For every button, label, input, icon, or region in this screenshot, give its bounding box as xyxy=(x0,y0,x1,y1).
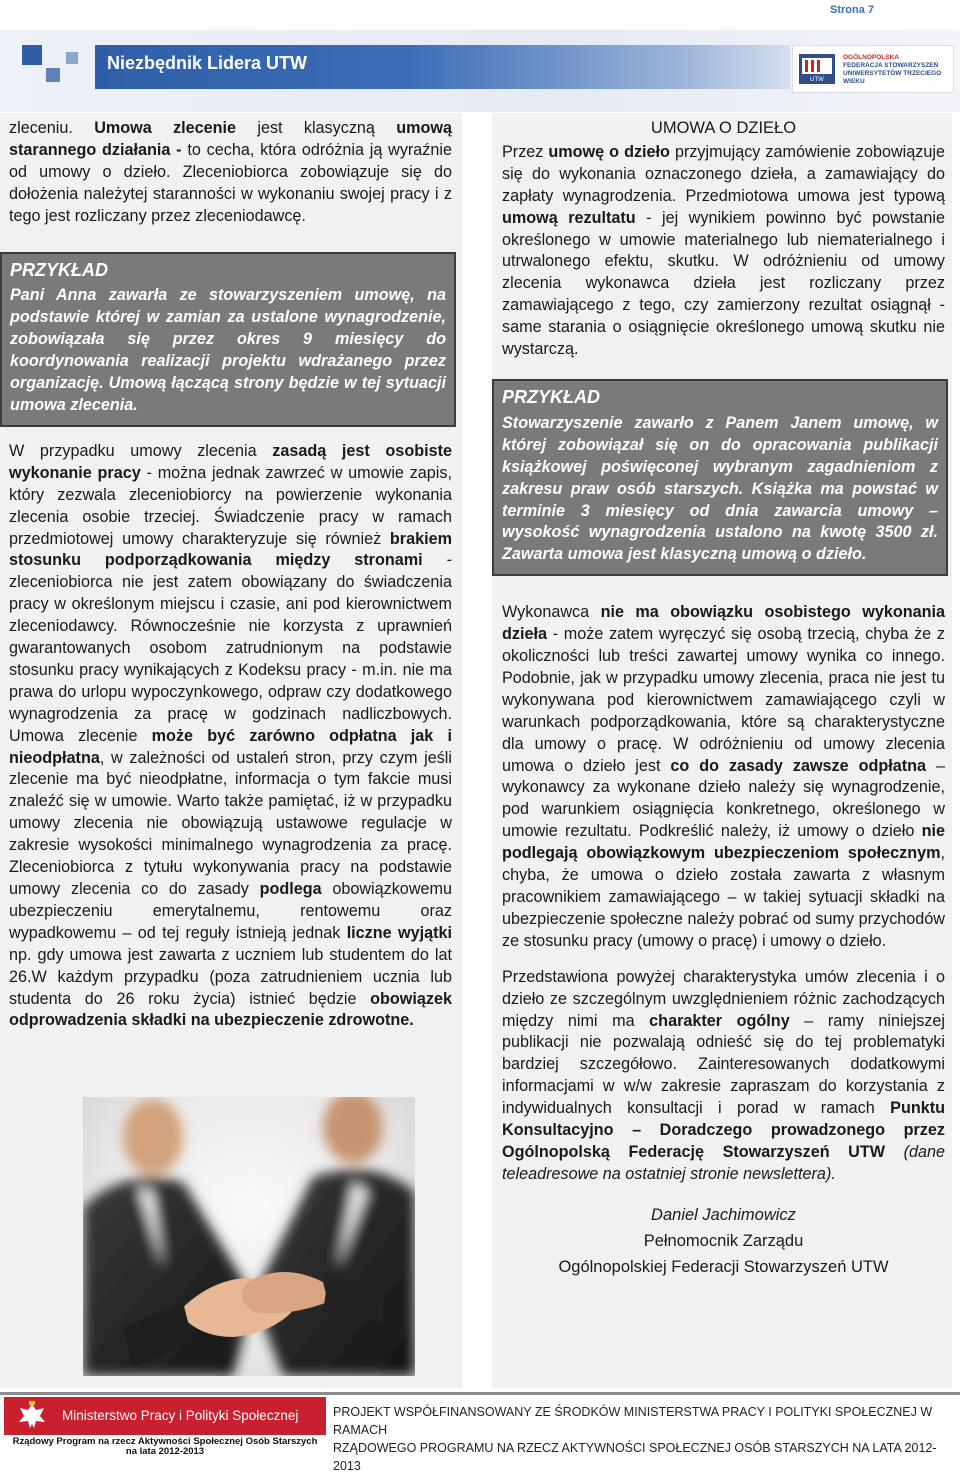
signature xyxy=(502,1202,945,1280)
logo-line-3: UNIWERSYTETÓW TRZECIEGO WIEKU xyxy=(843,70,942,85)
example-title: PRZYKŁAD xyxy=(10,259,108,280)
example-box-zlecenie xyxy=(0,252,456,427)
federation-logo xyxy=(792,45,954,93)
signature-role: Pełnomocnik Zarządu xyxy=(643,1231,804,1250)
right-paragraph-1: Przez umowę o dzieło przyjmujący zamówienie zobowiązuje się do wykonania oznaczonego dzieła, a zamawiający do zapłaty wynagrodzenia. Przedmiotowa umowa jest typową umową rezultatu - jej wynikiem powinno być powstanie określonego w umowie materialnego lub niematerialnego i utrwalonego efektu, skutku. W odróżnieniu od umowy zlecenia wykonawca dzieła jest rozliczany przez zamawiającego z tego, czy zamierzony rezultat osiągnął - same starania o osiągnięcie określonego umową skutku nie wystarczą. xyxy=(502,142,945,359)
svg-text:UTW: UTW xyxy=(810,77,824,83)
eagle-emblem-icon xyxy=(12,1400,52,1432)
left-column xyxy=(9,118,452,1032)
project-cofinancing-note: PROJEKT WSPÓŁFINANSOWANY ZE ŚRODKÓW MINISTERSTWA PRACY I POLITYKI SPOŁECZNEJ W RAMACH RZĄDOWEGO PROGRAMU NA RZECZ AKTYWNOŚCI SPOŁECZNEJ OSÓB STARSZYCH NA LATA 2012-2013 xyxy=(333,1405,937,1473)
newsletter-title: Niezbędnik Lidera UTW xyxy=(107,53,308,73)
header-banner xyxy=(0,30,960,112)
handshake-photo xyxy=(83,1097,415,1376)
page-number: Strona 7 xyxy=(829,4,874,16)
example-box-dzielo xyxy=(492,379,948,576)
ministry-name: Ministerstwo Pracy i Polityki Społecznej xyxy=(62,1408,299,1423)
right-column xyxy=(502,118,945,1280)
signature-organization: Ogólnopolskiej Federacji Stowarzyszeń UTW xyxy=(558,1257,889,1276)
logo-line-1: OGÓLNOPOLSKA xyxy=(843,54,899,61)
utw-logo-icon xyxy=(799,54,835,84)
right-paragraph-3: Przedstawiona powyżej charakterystyka umów zlecenia i o dzieło ze szczególnym uwzględnieniem różnic zachodzących między nimi ma charakter ogólny – ramy niniejszej publikacji nie pozwalają odnieść się do tej problematyki bardziej szczegółowo. Zainteresowanych dodatkowymi informacjami w w/w zakresie zapraszam do korzystania z indywidualnych konsultacji i porad w ramach Punktu Konsultacyjno – Doradczego prowadzonego przez Ogólnopolską Federację Stowarzyszeń UTW (dane teleadresowe na ostatniej stronie newslettera). xyxy=(502,967,945,1183)
footer-divider xyxy=(0,1392,960,1395)
logo-line-2: FEDERACJA STOWARZYSZEŃ xyxy=(843,62,939,69)
right-paragraph-2: Wykonawca nie ma obowiązku osobistego wykonania dzieła - może zatem wyręczyć się osobą trzecią, chyba że z okoliczności lub treści zawartej umowy wynika co innego. Podobnie, jak w przypadku umowy zlecenia, praca nie jest tu wykonywana pod kierownictwem zamawiającego czyli w warunkach podporządkowania, które są charakterystyczne dla umowy o pracę. W odróżnieniu od umowy zlecenia umowa o dzieło jest co do zasady zawsze odpłatna – wykonawcy za wykonane dzieło należy się wynagrodzenie, pod warunkiem osiągnięcia konkretnego, określonego w umowie rezultatu. Podkreślić należy, iż umowy o dzieło nie podlegają obowiązkowym ubezpieczeniom społecznym, chyba, że umowa o dzieło została zawarta z własnym pracownikiem zamawiającego – w takiej sytuacji składki na ubezpieczenie społeczne należy pobrać od sumy przychodów ze stosunku pracy (umowy o pracę) i umowy o dzieło. xyxy=(502,603,945,950)
section-heading-dzielo: UMOWA O DZIEŁO xyxy=(650,119,797,137)
left-paragraph-2: W przypadku umowy zlecenia zasadą jest osobiste wykonanie pracy - można jednak zawrzeć w umowie zapis, który zezwala zleceniobiorcy na powierzenie wykonania zlecenia osobie trzeciej. Świadczenie pracy w ramach przedmiotowej umowy charakteryzuje się również brakiem stosunku podporządkowania między stronami - zleceniobiorca nie jest zatem obowiązany do świadczenia pracy w określonym miejscu i czasie, ani pod kierownictwem zleceniodawcy. Równocześnie nie korzysta z uprawnień gwarantowanych osobom zatrudnionym na podstawie stosunku pracy wynikających z Kodeksu pracy - m.in. nie ma prawa do urlopu wypoczynkowego, odpraw czy dodatkowego wynagrodzenia za pracę w godzinach nadliczbowych. Umowa zlecenie może być zarówno odpłatna jak i nieodpłatna, w zależności od ustaleń stron, przy czym jeśli zlecenie ma być nieodpłatne, informacja o tym fakcie musi znaleźć się w umowie. Warto także pamiętać, iż w przypadku umowy zlecenia nie obowiązują ustawowe regulacje w zakresie wysokości minimalnego wynagrodzenia za pracę. Zleceniobiorca z tytułu wykonywania pracy na podstawie umowy zlecenia co do zasady podlega obowiązkowemu ubezpieczeniu emerytalnemu, rentowemu oraz wypadkowemu – od tej reguły istnieją jednak liczne wyjątki np. gdy umowa jest zawarta z uczniem lub studentem do lat 26.W każdym przypadku (poza zatrudnieniem ucznia lub studenta do 26 roku życia) istnieć będzie obowiązek odprowadzenia składki na ubezpieczenie zdrowotne. xyxy=(9,441,453,1030)
example-text: Pani Anna zawarła ze stowarzyszeniem umowę, na podstawie której w zamian za ustalone wynagrodzenie, zobowiązała się przez okres 9 miesięcy do koordynowania realizacji projektu wdrażanego przez organizację. Umową łączącą strony będzie w tej sytuacji umowa zlecenia. xyxy=(10,286,446,414)
ministry-logo xyxy=(4,1397,326,1457)
program-name: Rządowy Program na rzecz Aktywności Społecznej Osób Starszych na lata 2012-2013 xyxy=(12,1436,318,1457)
left-paragraph-1: zleceniu. Umowa zlecenie jest klasyczną umową starannego działania - to cecha, która odróżnia ją wyraźnie od umowy o dzieło. Zleceniobiorca zobowiązuje się do dołożenia należytej staranności w wykonaniu swojej pracy i z tego jest rozliczany przez zleceniodawcę. xyxy=(9,119,452,225)
signature-name: Daniel Jachimowicz xyxy=(651,1205,796,1224)
example-text: Stowarzyszenie zawarło z Panem Janem umowę, w której zobowiązał się on do opracowania publikacji książkowej poświęconej wybranym zagadnieniom z zakresu praw osób starszych. Książka ma powstać w terminie 3 miesięcy od dnia zawarcia umowy – wysokość wynagrodzenia ustalono na kwotę 3500 zł. Zawarta umowa jest klasyczną umową o dzieło. xyxy=(502,413,938,564)
example-title: PRZYKŁAD xyxy=(502,386,600,407)
